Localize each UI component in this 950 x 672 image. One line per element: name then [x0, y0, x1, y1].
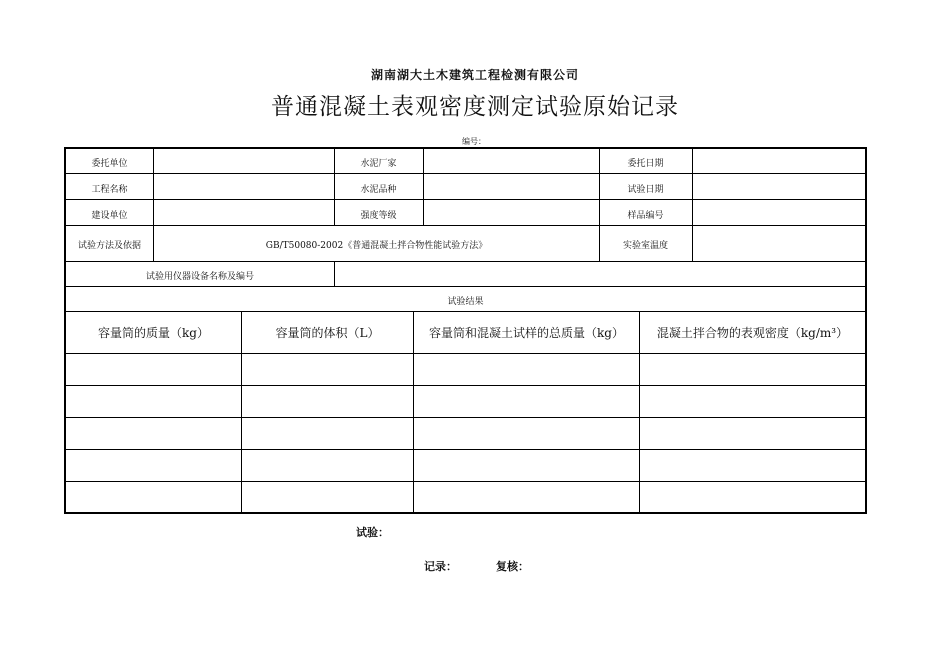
- col-line: [334, 261, 335, 286]
- client-unit-label: 委托单位: [91, 159, 128, 169]
- row-line: [66, 261, 865, 262]
- col-header-total-mass: 容量筒和混凝土试样的总质量（kg）: [429, 326, 624, 340]
- cement-type-label: 水泥品种: [360, 185, 397, 195]
- row-line: [66, 311, 865, 312]
- row-line: [66, 353, 865, 354]
- col-line: [639, 311, 640, 514]
- col-line: [692, 149, 693, 261]
- sample-number-label: 样品编号: [627, 211, 664, 221]
- equipment-label: 试验用仪器设备名称及编号: [145, 272, 254, 282]
- reviewer-signature-label: 复核：: [496, 560, 529, 573]
- col-header-cylinder-volume: 容量筒的体积（L）: [275, 326, 380, 340]
- test-method-label: 试验方法及依据: [77, 241, 141, 251]
- serial-number-label: 编号：: [462, 137, 486, 146]
- strength-grade-label: 强度等级: [360, 211, 397, 221]
- row-line: [66, 417, 865, 418]
- col-line: [413, 311, 414, 514]
- row-line: [66, 449, 865, 450]
- entrust-date-label: 委托日期: [627, 159, 664, 169]
- col-header-cylinder-mass: 容量筒的质量（kg）: [98, 326, 209, 340]
- col-line: [423, 149, 424, 225]
- row-line: [66, 286, 865, 287]
- row-line: [66, 173, 865, 174]
- test-date-label: 试验日期: [627, 185, 664, 195]
- document-title: 普通混凝土表观密度测定试验原始记录: [271, 94, 679, 120]
- results-label: 试验结果: [447, 297, 484, 307]
- recorder-signature-label: 记录：: [424, 560, 457, 573]
- lab-temperature-label: 实验室温度: [622, 241, 668, 251]
- test-standard-value: GB/T50080-2002《普通混凝土拌合物性能试验方法》: [265, 241, 488, 251]
- record-table: [64, 147, 867, 514]
- row-line: [66, 225, 865, 226]
- cement-manufacturer-label: 水泥厂家: [360, 159, 397, 169]
- row-line: [66, 199, 865, 200]
- company-name: 湖南湖大土木建筑工程检测有限公司: [370, 68, 579, 82]
- project-name-label: 工程名称: [91, 185, 128, 195]
- row-line: [66, 481, 865, 482]
- construction-unit-label: 建设单位: [91, 211, 128, 221]
- col-line: [153, 149, 154, 225]
- col-line: [241, 311, 242, 514]
- tester-signature-label: 试验：: [356, 526, 389, 539]
- col-header-apparent-density: 混凝土拌合物的表观密度（kg/m³）: [656, 326, 849, 340]
- row-line: [66, 385, 865, 386]
